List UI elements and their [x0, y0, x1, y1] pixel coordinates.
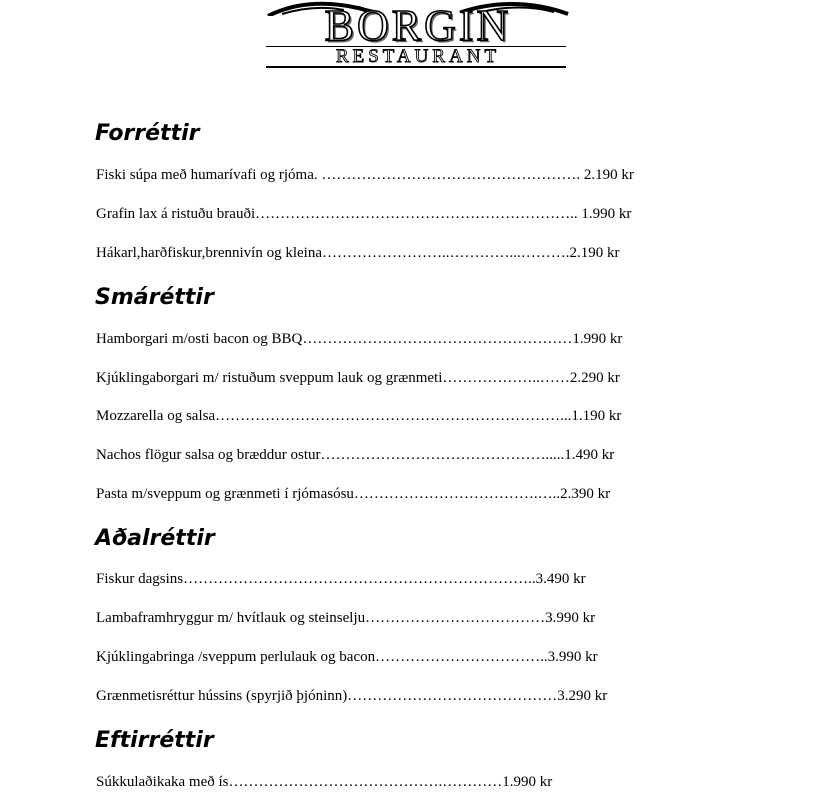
logo-name: BORGIN	[324, 1, 512, 50]
menu-item: Fiski súpa með humarívafi og rjóma. ……………………………………………. 2.190 kr	[96, 167, 634, 183]
section-heading-forrettir: Forréttir	[95, 121, 200, 146]
section-heading-adalrettir: Aðalréttir	[95, 526, 215, 551]
menu-item: Kjúklingabringa /sveppum perlulauk og bacon……………………………..3.990 kr	[96, 649, 598, 665]
menu-item: Grænmetisréttur hússins (spyrjið þjóninn)……………………………………3.290 kr	[96, 688, 608, 704]
menu-item: Mozzarella og salsa……………………………………………………………...1.190 kr	[96, 408, 622, 424]
menu-item: Kjúklingaborgari m/ ristuðum sveppum lauk og grænmeti………………..……2.290 kr	[96, 370, 620, 386]
menu-item: Hamborgari m/osti bacon og BBQ………………………………………………1.990 kr	[96, 331, 623, 347]
restaurant-logo	[262, 0, 574, 72]
menu-item: Pasta m/sveppum og grænmeti í rjómasósu……………………………….…..2.390 kr	[96, 486, 611, 502]
menu-item: Hákarl,harðfiskur,brennivín og kleina……………………..…………...……….2.190 kr	[96, 245, 620, 261]
section-heading-smarettir: Smáréttir	[95, 285, 214, 310]
menu-item: Súkkulaðikaka með ís…………………………………….…………1.990 kr	[96, 774, 553, 790]
section-heading-eftirrettir: Eftirréttir	[95, 728, 214, 753]
menu-item: Grafin lax á ristuðu brauði……………………………………………………….. 1.990 kr	[96, 206, 632, 222]
logo-rule-bottom	[266, 66, 566, 68]
menu-item: Nachos flögur salsa og bræddur ostur……………………………………….....1.490 kr	[96, 447, 615, 463]
menu-item: Fiskur dagsins……………………………………………………………..3.490 kr	[96, 571, 586, 587]
logo-subtitle: RESTAURANT	[335, 46, 501, 67]
menu-item: Lambaframhryggur m/ hvítlauk og steinselju………………………………3.990 kr	[96, 610, 596, 626]
